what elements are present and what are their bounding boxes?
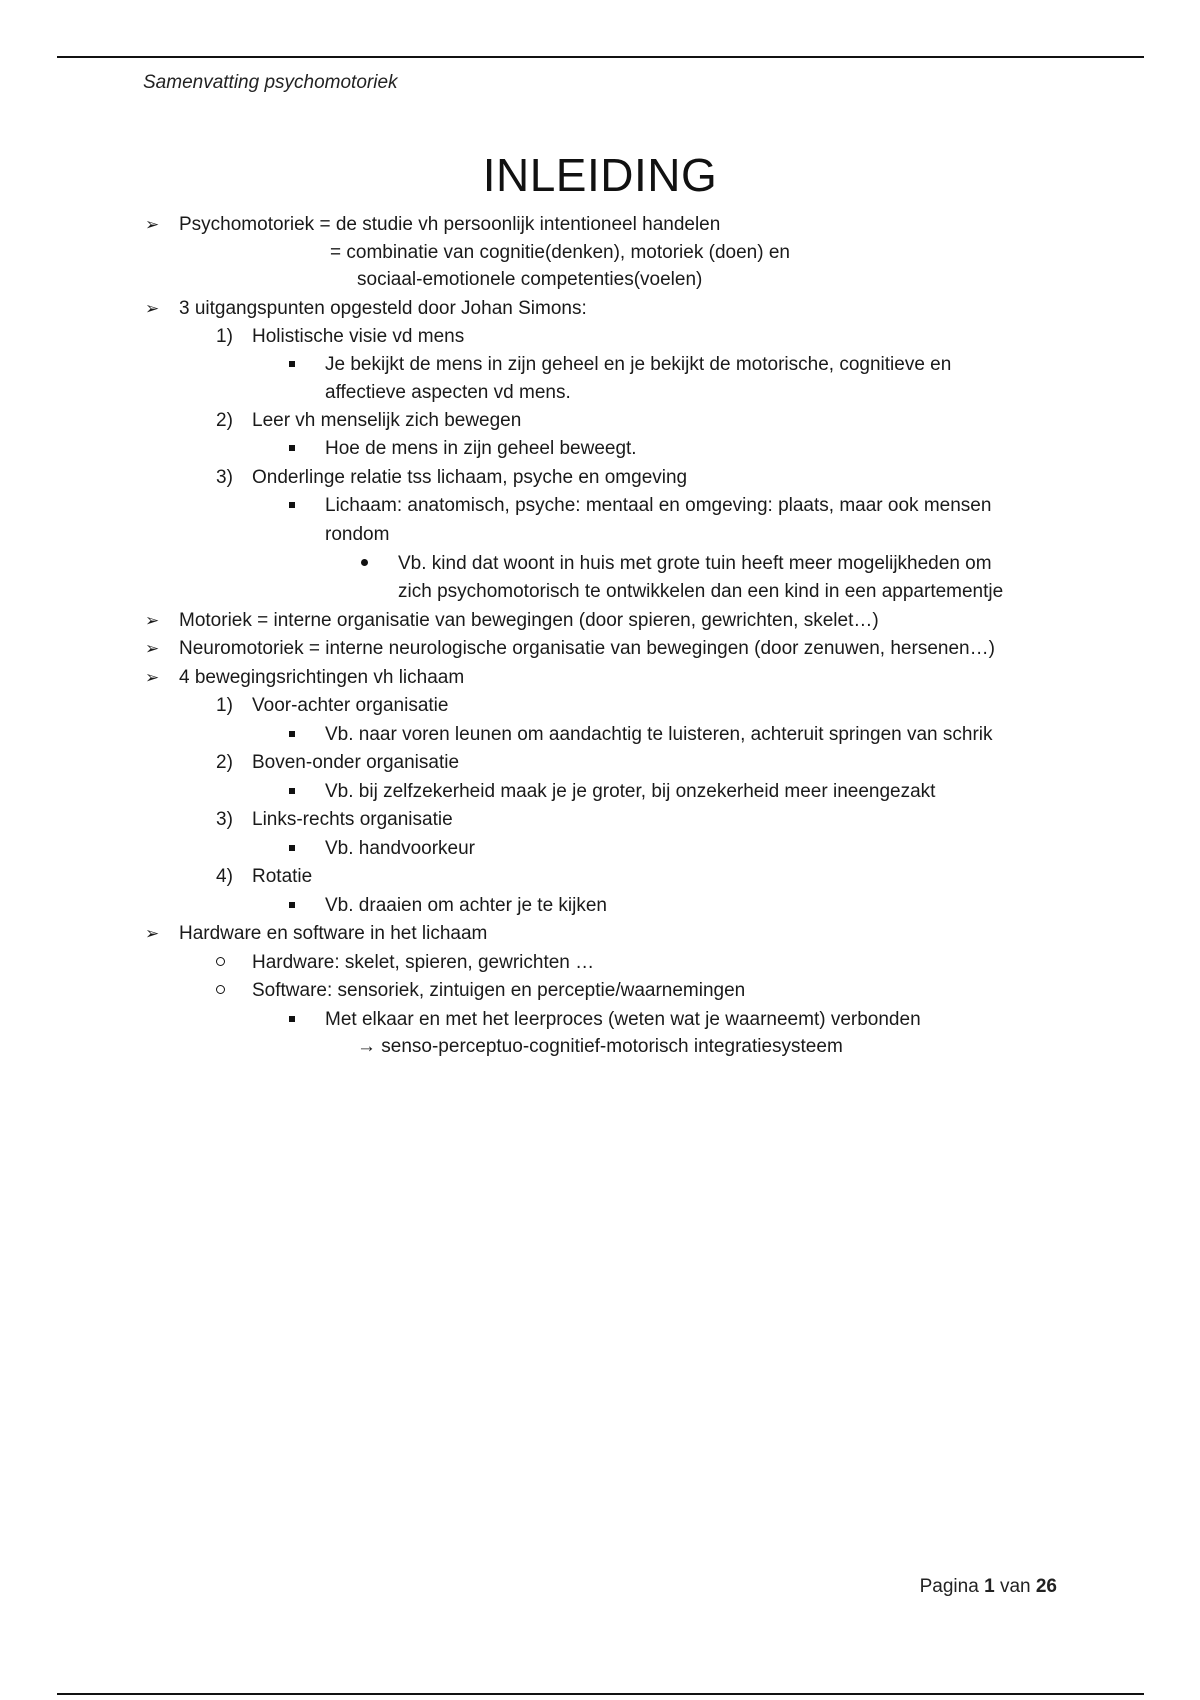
list-item	[0, 948, 1200, 977]
list-item	[0, 834, 1200, 863]
list-item-text: Software: sensoriek, zintuigen en perceptie/waarnemingen	[252, 980, 746, 1001]
square-bullet-icon	[289, 891, 319, 920]
square-bullet-icon	[289, 434, 319, 463]
list-item-text: Vb. handvoorkeur	[325, 838, 475, 859]
list-item-text: → senso-perceptuo-cognitief-motorisch integratiesysteem	[357, 1036, 843, 1057]
arrow-bullet-icon: ➢	[145, 299, 160, 318]
list-item	[0, 777, 1200, 806]
list-item-text: Vb. naar voren leunen om aandachtig te luisteren, achteruit springen van schrik	[325, 724, 993, 745]
list-item	[0, 862, 1200, 891]
list-item-text: Vb. bij zelfzekerheid maak je je groter, bij onzekerheid meer ineengezakt	[325, 781, 936, 802]
list-item	[0, 891, 1200, 920]
list-item-text: Onderlinge relatie tss lichaam, psyche en omgeving	[252, 467, 688, 488]
footer-rule	[57, 1693, 1144, 1695]
list-item	[0, 577, 1200, 606]
list-item	[0, 265, 1200, 294]
list-number: 2)	[216, 410, 233, 431]
list-item	[0, 210, 1200, 239]
list-item-text: Voor-achter organisatie	[252, 695, 449, 716]
list-number: 4)	[216, 866, 233, 887]
page-title: INLEIDING	[482, 149, 718, 201]
list-item	[0, 294, 1200, 323]
list-item	[0, 805, 1200, 834]
square-bullet-icon	[289, 350, 319, 379]
header-rule	[57, 56, 1144, 58]
square-bullet-icon	[289, 491, 319, 520]
list-number: 3)	[216, 809, 233, 830]
arrow-bullet-icon: ➢	[145, 639, 160, 658]
list-item-text: Hoe de mens in zijn geheel beweegt.	[325, 438, 637, 459]
list-item	[0, 663, 1200, 692]
running-header: Samenvatting psychomotoriek	[143, 72, 398, 93]
list-item-text: zich psychomotorisch te ontwikkelen dan een kind in een appartementje	[398, 581, 1004, 602]
list-item-text: Lichaam: anatomisch, psyche: mentaal en omgeving: plaats, maar ook mensen	[325, 495, 992, 516]
list-item	[0, 976, 1200, 1005]
square-bullet-icon	[289, 777, 319, 806]
list-item	[0, 350, 1200, 379]
list-item	[0, 463, 1200, 492]
list-item-text: Hardware en software in het lichaam	[179, 923, 488, 944]
list-number: 1)	[216, 326, 233, 347]
list-item	[0, 238, 1200, 267]
square-bullet-icon	[289, 720, 319, 749]
list-item-text: Rotatie	[252, 866, 313, 887]
list-number: 3)	[216, 467, 233, 488]
list-item-text: affectieve aspecten vd mens.	[325, 382, 571, 403]
list-item-text: Neuromotoriek = interne neurologische organisatie van bewegingen (door zenuwen, hersenen…)	[179, 638, 995, 659]
list-item-text: 4 bewegingsrichtingen vh lichaam	[179, 667, 465, 688]
list-item	[0, 691, 1200, 720]
list-item-text: Je bekijkt de mens in zijn geheel en je bekijkt de motorische, cognitieve en	[325, 354, 952, 375]
list-item	[0, 606, 1200, 635]
list-item	[0, 378, 1200, 407]
list-item	[0, 1005, 1200, 1034]
current-page: 1	[984, 1576, 995, 1597]
square-bullet-icon	[289, 834, 319, 863]
list-item	[0, 406, 1200, 435]
list-item-text: Vb. kind dat woont in huis met grote tuin heeft meer mogelijkheden om	[398, 553, 992, 574]
square-bullet-icon	[289, 1005, 319, 1034]
dot-bullet-icon	[361, 549, 391, 578]
list-item	[0, 434, 1200, 463]
list-item-text: Holistische visie vd mens	[252, 326, 465, 347]
list-item	[0, 748, 1200, 777]
list-item-text: Leer vh menselijk zich bewegen	[252, 410, 522, 431]
list-item-text: Psychomotoriek = de studie vh persoonlijk intentioneel handelen	[179, 214, 721, 235]
list-item-text: sociaal-emotionele competenties(voelen)	[357, 269, 703, 290]
arrow-bullet-icon: ➢	[145, 611, 160, 630]
page-number	[920, 1576, 1057, 1598]
page-label: Pagina	[919, 1576, 979, 1597]
list-item-text: Hardware: skelet, spieren, gewrichten …	[252, 952, 595, 973]
arrow-bullet-icon: ➢	[145, 215, 160, 234]
arrow-bullet-icon: ➢	[145, 668, 160, 687]
list-item-text: Boven-onder organisatie	[252, 752, 460, 773]
list-item-text: Vb. draaien om achter je te kijken	[325, 895, 607, 916]
list-item-text: Links-rechts organisatie	[252, 809, 453, 830]
circle-bullet-icon	[216, 948, 246, 977]
list-item	[0, 919, 1200, 948]
list-item-text: Motoriek = interne organisatie van bewegingen (door spieren, gewrichten, skelet…)	[179, 610, 879, 631]
list-item	[0, 1032, 1200, 1061]
list-number: 1)	[216, 695, 233, 716]
total-pages: 26	[1035, 1576, 1057, 1597]
list-item	[0, 491, 1200, 520]
list-item	[0, 549, 1200, 578]
circle-bullet-icon	[216, 976, 246, 1005]
list-item-text: rondom	[325, 524, 390, 545]
list-item-text: 3 uitgangspunten opgesteld door Johan Simons:	[179, 298, 587, 319]
list-item	[0, 520, 1200, 549]
list-item	[0, 322, 1200, 351]
arrow-bullet-icon: ➢	[145, 924, 160, 943]
list-item-text: = combinatie van cognitie(denken), motoriek (doen) en	[330, 242, 790, 263]
list-number: 2)	[216, 752, 233, 773]
list-item	[0, 720, 1200, 749]
list-item	[0, 634, 1200, 663]
page-of-label: van	[999, 1576, 1031, 1597]
list-item-text: Met elkaar en met het leerproces (weten wat je waarneemt) verbonden	[325, 1009, 921, 1030]
